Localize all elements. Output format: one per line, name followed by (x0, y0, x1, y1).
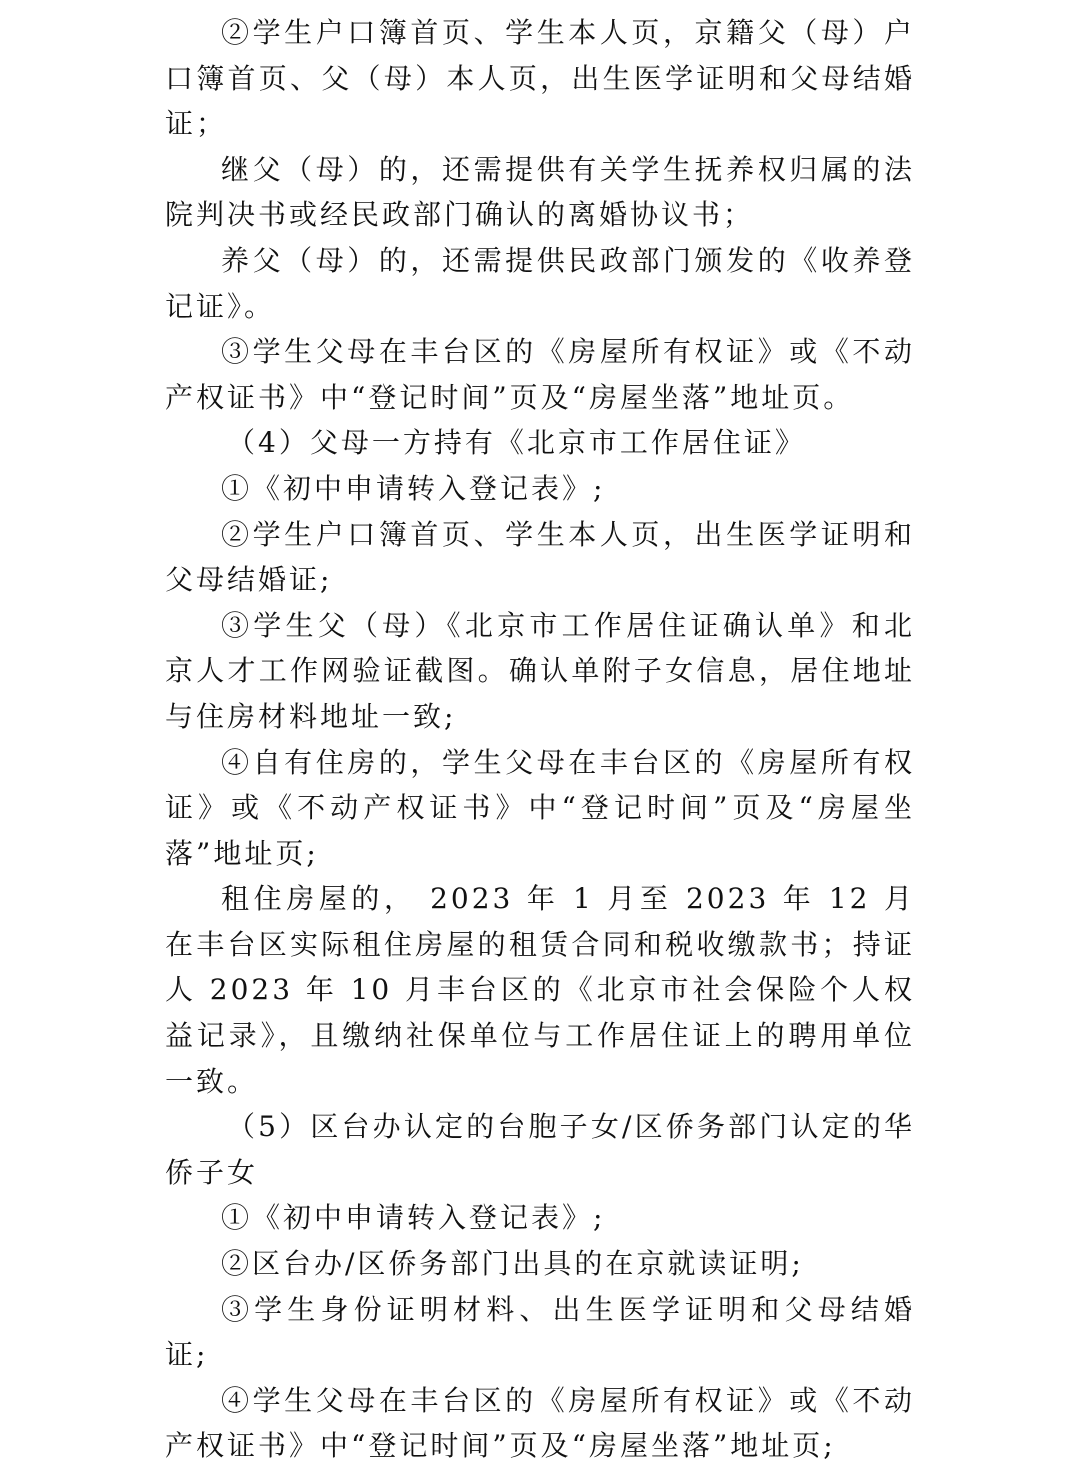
section-heading-work-residence-permit: （4）父母一方持有《北京市工作居住证》 (227, 426, 806, 460)
document-page (165, 10, 915, 1469)
paragraph-hukou-materials: ②学生户口簿首页、学生本人页，京籍父（母）户口簿首页、父（母）本人页，出生医学证明和父母结婚证； (165, 16, 915, 141)
paragraph-hukou-birth-marriage: ②学生户口簿首页、学生本人页，出生医学证明和父母结婚证; (165, 517, 915, 597)
paragraph-rented-housing: 租住房屋的， 2023 年 1 月至 2023 年 12 月在丰台区实际租住房屋的租赁合同和税收缴款书；持证人 2023 年 10 月丰台区的《北京市社会保险个人权益记录》，且缴纳社保单位与工作居住证上的聘用单位一致。 (165, 882, 915, 1098)
paragraph-adoptive-parent: 养父（母）的，还需提供民政部门颁发的《收养登记证》。 (165, 243, 915, 323)
section-heading-taiwan-overseas-chinese: （5）区台办认定的台胞子女/区侨务部门认定的华侨子女 (165, 1110, 915, 1189)
paragraph-stepparent: 继父（母）的，还需提供有关学生抚养权归属的法院判决书或经民政部门确认的离婚协议书； (165, 152, 915, 232)
paragraph-study-certificate: ②区台办/区侨务部门出具的在京就读证明; (221, 1247, 804, 1281)
paragraph-identity-materials: ③学生身份证明材料、出生医学证明和父母结婚证; (165, 1292, 915, 1372)
paragraph-property-certificate: ③学生父母在丰台区的《房屋所有权证》或《不动产权证书》中“登记时间”页及“房屋坐落”地址页。 (165, 335, 915, 414)
paragraph-transfer-form-2: ①《初中申请转入登记表》; (221, 1201, 606, 1235)
paragraph-owned-housing: ④自有住房的，学生父母在丰台区的《房屋所有权证》或《不动产权证书》中“登记时间”页及“房屋坐落”地址页; (165, 745, 915, 870)
paragraph-transfer-form: ①《初中申请转入登记表》; (221, 471, 606, 505)
paragraph-property-certificate-2: ④学生父母在丰台区的《房屋所有权证》或《不动产权证书》中“登记时间”页及“房屋坐落”地址页; (165, 1383, 915, 1463)
paragraph-permit-confirmation: ③学生父（母）《北京市工作居住证确认单》和北京人才工作网验证截图。确认单附子女信息，居住地址与住房材料地址一致; (165, 608, 915, 733)
